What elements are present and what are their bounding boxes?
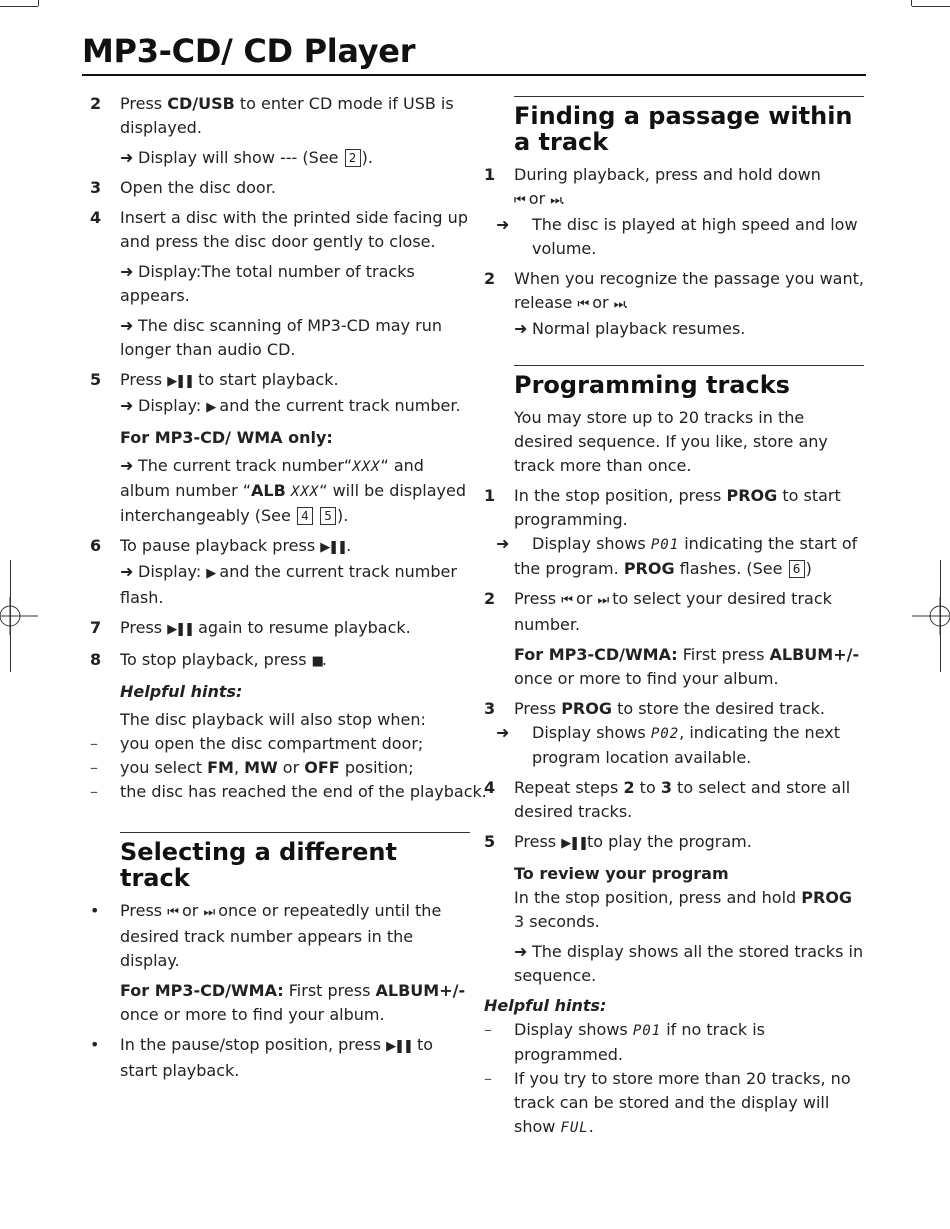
prog-step-1-result: ➜ Display shows P01 indicating the start of: [484, 532, 864, 557]
section-rule: [514, 96, 864, 97]
play-pause-icon: ▶❚❚: [167, 622, 193, 637]
prog-step-4: 4 Repeat steps 2 to 3 to select and store all desired tracks.: [484, 778, 851, 821]
hint-item: – If you try to store more than 20 tracks, no track can be stored and the display will show FUL.: [484, 1069, 851, 1136]
step-number: 2: [90, 94, 102, 113]
step-2: 2 Press CD/USB to enter CD mode if USB is displayed.: [90, 94, 454, 137]
step-5-result: ➜ Display: ▶ and the current track number.: [90, 394, 470, 420]
hint-item: – you open the disc compartment door;: [90, 734, 424, 753]
helpful-hints: Helpful hints: The disc playback will also stop when:: [90, 680, 470, 732]
registration-mark-right: [912, 597, 950, 635]
lcd-text: P01: [650, 537, 680, 553]
play-pause-icon: ▶❚❚: [320, 540, 347, 555]
figure-ref-box: 2: [345, 149, 361, 167]
arrow-icon: ➜: [514, 319, 528, 338]
arrow-icon: ➜: [496, 215, 510, 234]
hint-item: – the disc has reached the end of the playback.: [90, 782, 487, 801]
find-step-1: 1 During playback, press and hold down ⏮ or ⏭.: [484, 163, 864, 213]
figure-ref-box: 4: [297, 507, 313, 525]
lcd-text: XXX: [290, 484, 320, 500]
review-heading: To review your program: [514, 864, 729, 883]
arrow-icon: ➜: [496, 534, 510, 553]
play-pause-icon: ▶❚❚: [167, 374, 193, 389]
step-5: 5 Press ▶❚❚ to start playback.: [90, 368, 470, 394]
mp3-note-heading: For MP3-CD/ WMA only:: [120, 428, 333, 447]
crop-mark-top-left: [0, 6, 38, 7]
next-icon: ⏭: [613, 297, 624, 312]
title-rule: [82, 74, 866, 76]
lcd-text: XXX: [352, 459, 381, 475]
step-3: 3 Open the disc door.: [90, 178, 276, 197]
crop-mark-top-right-v: [911, 0, 912, 6]
step-2-result: ➜ Display will show --- (See 2 ).: [90, 146, 470, 170]
figure-ref-box: 6: [789, 560, 805, 578]
review-program: To review your program In the stop position, press and hold PROG 3 seconds.: [484, 862, 864, 934]
programming-intro: You may store up to 20 tracks in the desired sequence. If you like, store any track more than once.: [514, 408, 828, 475]
arrow-icon: ➜: [120, 148, 134, 167]
step-6: 6 To pause playback press ▶❚❚.: [90, 534, 470, 560]
helpful-hints-heading: Helpful hints:: [484, 996, 607, 1015]
previous-icon: ⏮: [167, 905, 177, 920]
arrow-icon: ➜: [514, 942, 528, 961]
left-column: [90, 92, 487, 1089]
hint-item: – Display shows P01 if no track is programmed.: [484, 1020, 765, 1064]
crop-mark-top-left-v: [38, 0, 39, 6]
hint-item: – you select FM, MW or OFF position;: [90, 758, 414, 777]
select-bullet-1: • Press ⏮ or ⏭ once or repeatedly until the desired track number appears in the display.: [90, 901, 442, 970]
page-title: MP3-CD/ CD Player: [82, 32, 416, 70]
previous-icon: ⏮: [514, 193, 524, 208]
lcd-text: P02: [650, 726, 680, 742]
select-mp3-note: For MP3-CD/WMA: First press ALBUM+/- once or more to find your album.: [120, 981, 466, 1024]
play-pause-icon: ▶❚❚: [386, 1039, 412, 1054]
prog-step-3: 3 Press PROG to store the desired track.: [484, 699, 826, 718]
prog-step-3-result: ➜ Display shows P02, indicating the next program location available.: [496, 723, 840, 767]
prog-step-5: 5 Press ▶❚❚to play the program.: [484, 830, 864, 856]
find-step-1-result: ➜ The disc is played at high speed and low volume.: [496, 215, 858, 258]
section-rule: [514, 365, 864, 366]
play-icon: ▶: [206, 566, 215, 581]
step-4: 4 Insert a disc with the printed side facing up and press the disc door gently to close.: [90, 208, 468, 251]
play-pause-icon: ▶❚❚: [561, 836, 587, 851]
registration-line-right: [940, 560, 941, 672]
section-title-finding: Finding a passage within a track: [514, 102, 853, 156]
arrow-icon: ➜: [120, 396, 134, 415]
select-bullet-2: • In the pause/stop position, press ▶❚❚ to start playback.: [90, 1035, 434, 1080]
previous-icon: ⏮: [561, 593, 571, 608]
lcd-text: P01: [632, 1023, 662, 1039]
registration-mark-left: [0, 597, 38, 635]
step-7: 7 Press ▶❚❚ again to resume playback.: [90, 616, 470, 642]
figure-ref-box: 5: [320, 507, 336, 525]
arrow-icon: ➜: [120, 562, 134, 581]
step-8: 8 To stop playback, press ■.: [90, 648, 470, 674]
arrow-icon: ➜: [496, 723, 510, 742]
prog-step-1-continued: the program. PROG flashes. (See 6 ): [514, 559, 812, 578]
helpful-hints-heading: Helpful hints:: [120, 682, 243, 701]
prog-step-2: 2 Press ⏮ or ⏭ to select your desired track number.: [484, 589, 832, 634]
next-icon: ⏭: [203, 905, 214, 920]
previous-icon: ⏮: [577, 297, 588, 312]
review-result: ➜ The display shows all the stored tracks in sequence.: [514, 942, 864, 985]
registration-line-left: [10, 560, 11, 672]
section-rule: [120, 832, 470, 833]
step-4-result-2: ➜ The disc scanning of MP3-CD may run longer than audio CD.: [120, 316, 443, 359]
find-step-2: 2 When you recognize the passage you want, release ⏮ or ⏭.: [484, 267, 864, 317]
step-6-result: ➜ Display: ▶ and the current track number flash.: [120, 562, 457, 607]
stop-icon: ■: [311, 654, 322, 669]
right-column: [484, 92, 864, 1140]
next-icon: ⏭: [597, 593, 608, 608]
section-title-programming: Programming tracks: [514, 371, 790, 399]
arrow-icon: ➜: [120, 456, 134, 475]
next-icon: ⏭: [550, 193, 560, 208]
step-4-result-1: ➜ Display:The total number of tracks appears.: [120, 262, 415, 305]
prog-step-1: 1 In the stop position, press PROG to start programming.: [484, 486, 841, 529]
section-title-selecting: Selecting a different track: [120, 838, 397, 892]
mp3-note: For MP3-CD/ WMA only: ➜ The current track number“XXX“ and album number “ALB XXX“ will be displayed interchangeably (See 4 5 ).: [90, 426, 470, 528]
crop-mark-top-right: [912, 6, 950, 7]
play-icon: ▶: [206, 400, 215, 415]
arrow-icon: ➜: [120, 262, 134, 281]
lcd-text: FUL: [560, 1120, 589, 1136]
find-step-2-result: ➜ Normal playback resumes.: [484, 317, 864, 341]
arrow-icon: ➜: [120, 316, 134, 335]
prog-mp3-note: For MP3-CD/WMA: First press ALBUM+/- once or more to find your album.: [514, 645, 860, 688]
